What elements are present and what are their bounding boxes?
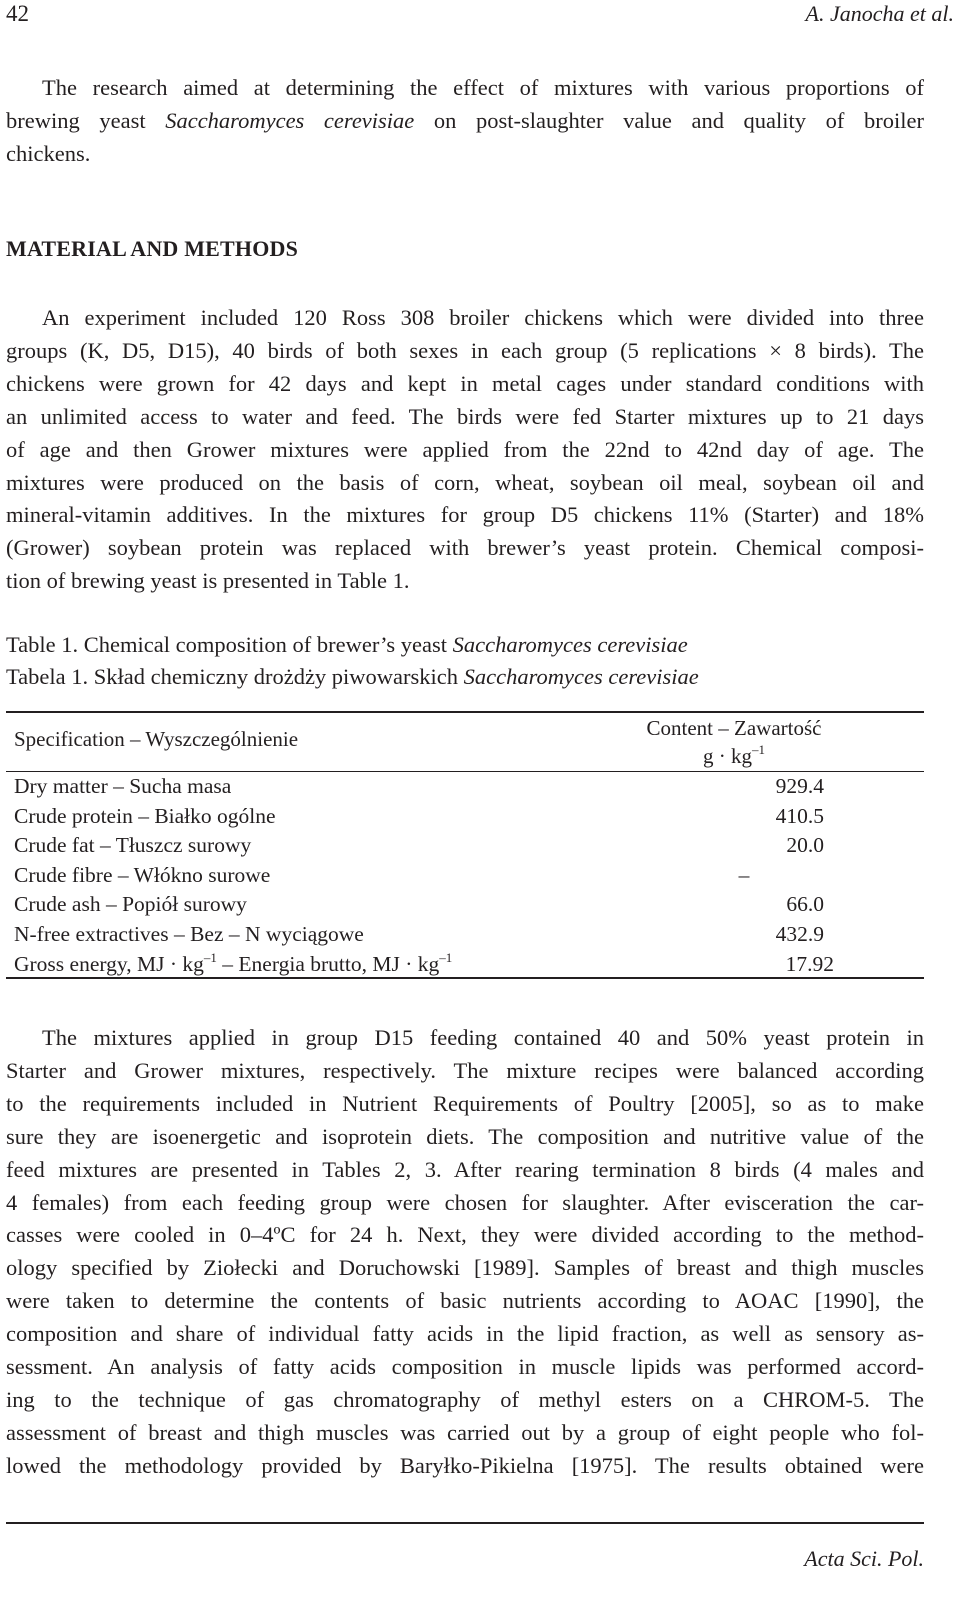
section-heading: MATERIAL AND METHODS [6, 236, 299, 261]
results-line: The mixtures applied in group D15 feeding contained 40 and 50% yeast protein in [42, 1025, 924, 1050]
table-row [14, 861, 914, 891]
table-row-value: – [738, 862, 750, 887]
methods-line: (Grower) soybean protein was replaced with brewer’s yeast protein. Chemical composi- [6, 535, 924, 561]
results-line: to the requirements included in Nutrient Requirements of Poultry [2005], so as to make [6, 1090, 924, 1116]
table-bottom-rule [6, 977, 924, 979]
table-row-label: Crude ash – Popiół surowy [14, 892, 247, 917]
results-line: ing to the technique of gas chromatography of methyl esters on a CHROM-5. The [6, 1386, 924, 1412]
table-caption-en: Table 1. Chemical composition of brewer’s yeast Saccharomyces cerevisiae [6, 632, 688, 657]
species-name: Saccharomyces cerevisiae [463, 664, 699, 689]
methods-line: an unlimited access to water and feed. The birds were fed Starter mixtures up to 21 days [6, 403, 924, 429]
results-line: Starter and Grower mixtures, respectively. The mixture recipes were balanced according [6, 1057, 924, 1083]
results-line: feed mixtures are presented in Tables 2, 3. After rearing termination 8 birds (4 males and [6, 1156, 924, 1182]
methods-line: tion of brewing yeast is presented in Table 1. [6, 568, 410, 594]
table-row [14, 950, 914, 980]
table-top-rule [6, 711, 924, 713]
page-number: 42 [6, 1, 29, 26]
table-row [14, 831, 914, 861]
table-row-label: N-free extractives – Bez – N wyciągowe [14, 922, 364, 946]
methods-line: groups (K, D5, D15), 40 birds of both sexes in each group (5 replications × 8 birds). The [6, 337, 924, 363]
intro-line: brewing yeast Saccharomyces cerevisiae on post-slaughter value and quality of broiler [6, 107, 924, 133]
table-row [14, 920, 914, 950]
journal-name: Acta Sci. Pol. [804, 1546, 924, 1571]
table-row-label: Dry matter – Sucha masa [14, 774, 232, 798]
species-name: Saccharomyces cerevisiae [165, 107, 415, 133]
table-row [14, 890, 914, 920]
methods-line: mineral-vitamin additives. In the mixtures for group D5 chickens 11% (Starter) and 18% [6, 502, 924, 528]
table-row-label: Gross energy, MJ · $kg^{-1}$ – Energia brutto, MJ · $kg^{-1}$ [14, 949, 453, 976]
table-row-label: Crude fat – Tłuszcz surowy [14, 833, 252, 858]
results-line: were taken to determine the contents of basic nutrients according to AOAC [1990], the [6, 1288, 924, 1314]
intro-line: chickens. [6, 140, 91, 166]
results-line: assessment of breast and thigh muscles was carried out by a group of eight people who fol- [6, 1419, 924, 1445]
table-row-label: Crude protein – Białko ogólne [14, 803, 276, 828]
results-line: sure they are isoenergetic and isoprotein diets. The composition and nutritive value of the [6, 1123, 924, 1149]
table-row-value: 410.5 [775, 803, 824, 828]
intro-paragraph [6, 72, 924, 171]
results-line: lowed the methodology provided by Baryłko-Pikielna [1975]. The results obtained were [6, 1452, 924, 1478]
table-row-label: Crude fibre – Włókno surowe [14, 862, 271, 887]
methods-line: of age and then Grower mixtures were applied from the 22nd to 42nd day of age. The [6, 436, 924, 462]
table-header-unit: $g \cdot kg^{-1}$ [703, 742, 765, 768]
results-line: 4 females) from each feeding group were chosen for slaughter. After evisceration the car- [6, 1189, 924, 1215]
methods-line: chickens were grown for 42 days and kept in metal cages under standard conditions with [6, 370, 924, 396]
results-line: sessment. An analysis of fatty acids composition in muscle lipids was performed accord- [6, 1354, 924, 1380]
species-name: Saccharomyces cerevisiae [452, 632, 688, 657]
table-row-value: 17.92 [785, 951, 834, 976]
table-header-specification: Specification – Wyszczególnienie [14, 727, 299, 751]
table-row [14, 772, 914, 802]
table-row [14, 802, 914, 832]
intro-line: The research aimed at determining the effect of mixtures with various proportions of [42, 75, 924, 100]
methods-paragraph [6, 302, 924, 598]
results-line: ology specified by Ziołecki and Doruchowski [1989]. Samples of breast and thigh muscles [6, 1255, 924, 1281]
table-row-value: 929.4 [775, 774, 824, 798]
table-row-value: 432.9 [775, 922, 824, 946]
methods-line: An experiment included 120 Ross 308 broiler chickens which were divided into three [42, 305, 924, 330]
table-caption-pl: Tabela 1. Skład chemiczny drożdży piwowarskich Saccharomyces cerevisiae [6, 664, 699, 689]
table-row-value: 20.0 [786, 833, 824, 858]
table-row-value: 66.0 [786, 892, 824, 917]
footer-rule [6, 1522, 924, 1524]
results-line: composition and share of individual fatty acids in the lipid fraction, as well as sensory as- [6, 1321, 924, 1347]
table-header-content: Content – Zawartość [646, 716, 822, 740]
running-head: A. Janocha et al. [805, 1, 954, 26]
results-line: casses were cooled in 0–4ºC for 24 h. Next, they were divided according to the method- [6, 1222, 924, 1248]
methods-line: mixtures were produced on the basis of corn, wheat, soybean oil meal, soybean oil and [6, 469, 924, 495]
results-paragraph [6, 1022, 924, 1483]
